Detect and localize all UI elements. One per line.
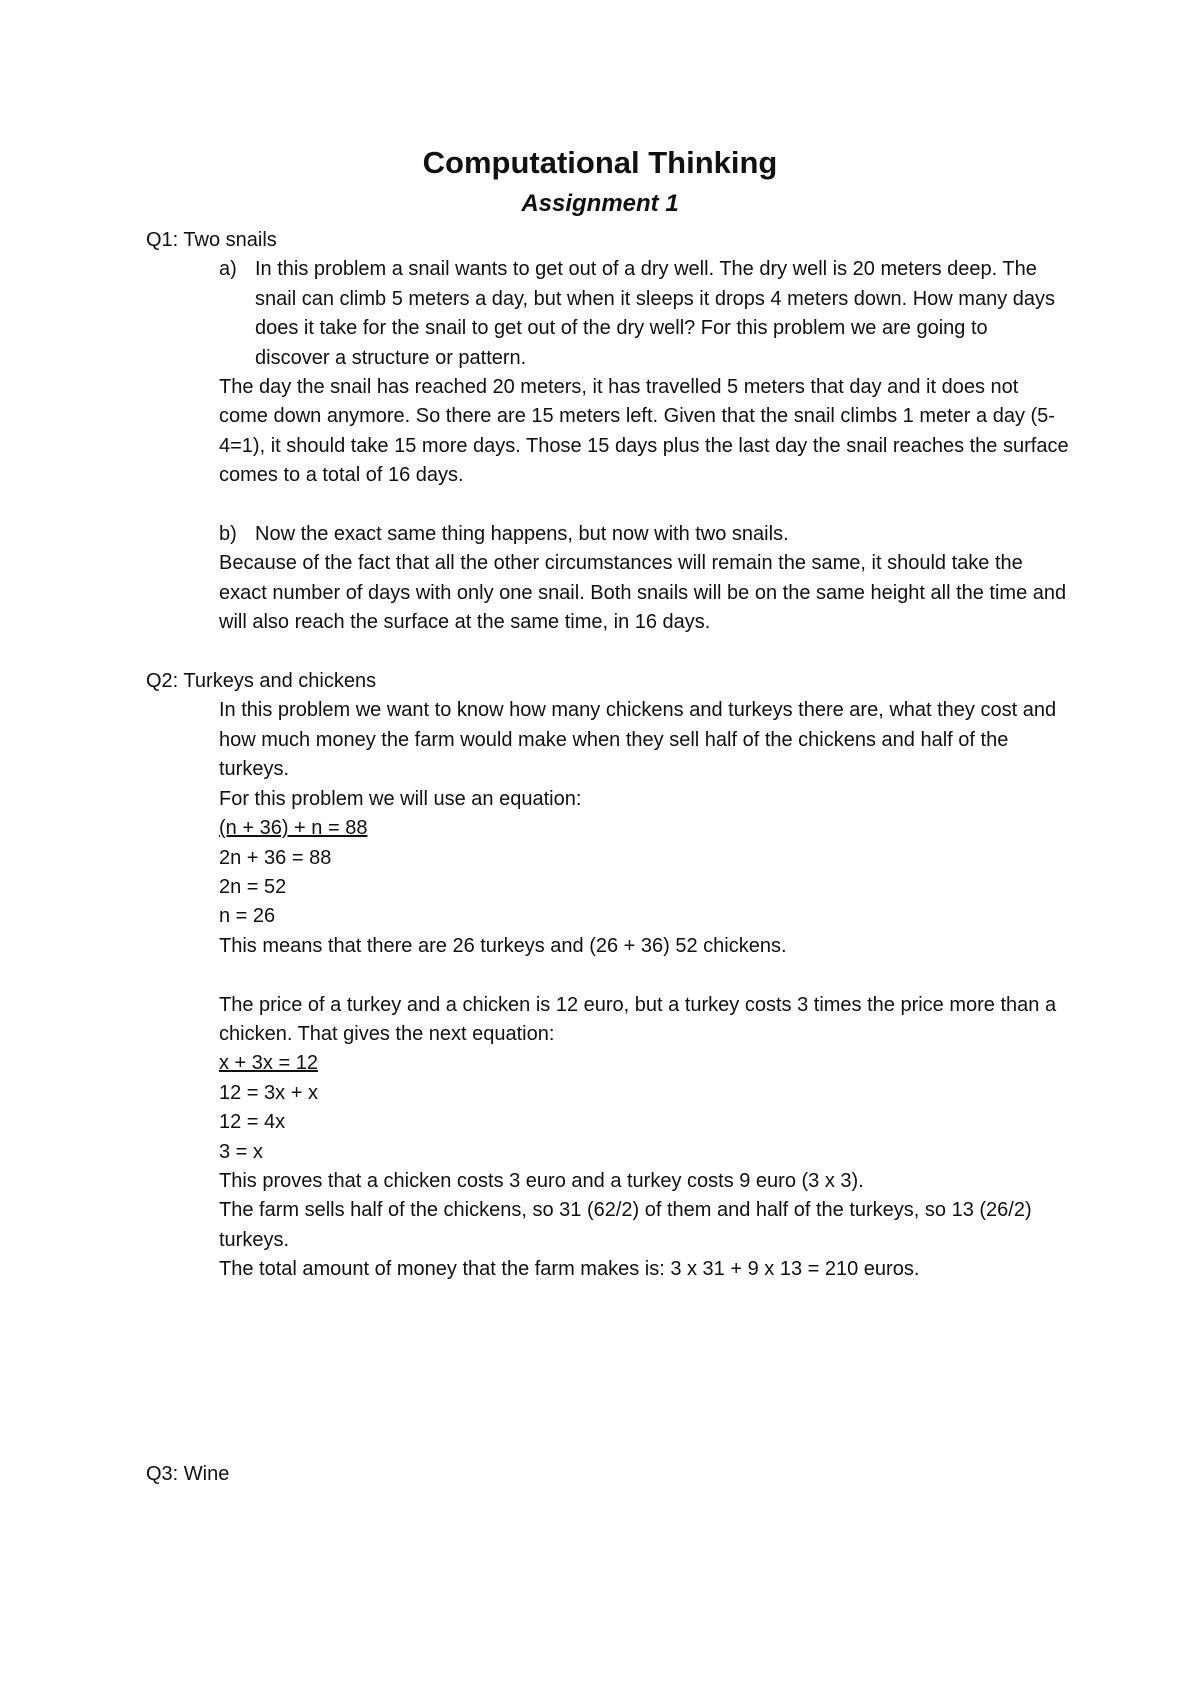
q2-conclusion-3: The farm sells half of the chickens, so 31 (62/2) of them and half of the turkeys, so 13 (26/2) turkeys. bbox=[219, 1199, 1032, 1251]
q1-b-question: Now the exact same thing happens, but now with two snails. bbox=[255, 523, 789, 546]
q1-heading: Q1: Two snails bbox=[146, 229, 277, 251]
q2-intro: In this problem we want to know how many chickens and turkeys there are, what they cost and how much money the farm would make when they sell half of the chickens and half of the turkeys. bbox=[219, 699, 1057, 781]
q1-b-item bbox=[219, 520, 1059, 549]
document-subtitle: Assignment 1 bbox=[521, 190, 679, 217]
q2-conclusion-1: This means that there are 26 turkeys and (26 + 36) 52 chickens. bbox=[219, 934, 787, 957]
q1-a-answer: The day the snail has reached 20 meters, it has travelled 5 meters that day and it does not come down anymore. So there are 15 meters left. Given that the snail climbs 1 meter a day (5-4=1), it should take 15 more days. Those 15 days plus the last day the snail reaches the surface comes to a total of 16 days. bbox=[219, 376, 1069, 487]
q2-equation-1: (n + 36) + n = 88 bbox=[219, 817, 368, 840]
q2-heading: Q2: Turkeys and chickens bbox=[146, 670, 377, 693]
q2-equation-3: 2n = 52 bbox=[219, 875, 287, 898]
spacer bbox=[0, 491, 1200, 520]
q3-heading: Q3: Wine bbox=[146, 1463, 230, 1485]
q2-equation-6: 12 = 3x + x bbox=[219, 1081, 318, 1104]
q1-a-item bbox=[219, 255, 1059, 373]
q2-equation-7: 12 = 4x bbox=[219, 1111, 286, 1134]
q2-conclusion-4: The total amount of money that the farm makes is: 3 x 31 + 9 x 13 = 210 euros. bbox=[219, 1258, 920, 1281]
q2-conclusion-2: This proves that a chicken costs 3 euro and a turkey costs 9 euro (3 x 3). bbox=[219, 1169, 864, 1192]
q2-price-intro: The price of a turkey and a chicken is 12 euro, but a turkey costs 3 times the price more than a chicken. That gives the next equation: bbox=[219, 993, 1057, 1045]
document-body bbox=[0, 226, 1200, 1285]
document-title: Computational Thinking bbox=[422, 145, 778, 180]
q1-a-marker: a) bbox=[219, 258, 237, 281]
q1-b-answer: Because of the fact that all the other circumstances will remain the same, it should take the exact number of days with only one snail. Both snails will be on the same height all the time and will also reach the surface at the same time, in 16 days. bbox=[219, 552, 1067, 634]
spacer bbox=[0, 961, 1200, 990]
q2-equation-8: 3 = x bbox=[219, 1140, 263, 1163]
q2-equation-4: n = 26 bbox=[219, 905, 276, 928]
q1-b-marker: b) bbox=[219, 523, 237, 546]
q2-equation-intro: For this problem we will use an equation: bbox=[219, 787, 582, 810]
q1-a-question: In this problem a snail wants to get out of a dry well. The dry well is 20 meters deep. The snail can climb 5 meters a day, but when it sleeps it drops 4 meters down. How many days does it take for the snail to get out of the dry well? For this problem we are going to discover a structure or pattern. bbox=[255, 258, 1055, 369]
q2-equation-5: x + 3x = 12 bbox=[219, 1052, 318, 1075]
spacer bbox=[0, 638, 1200, 667]
q2-equation-2: 2n + 36 = 88 bbox=[219, 846, 332, 869]
